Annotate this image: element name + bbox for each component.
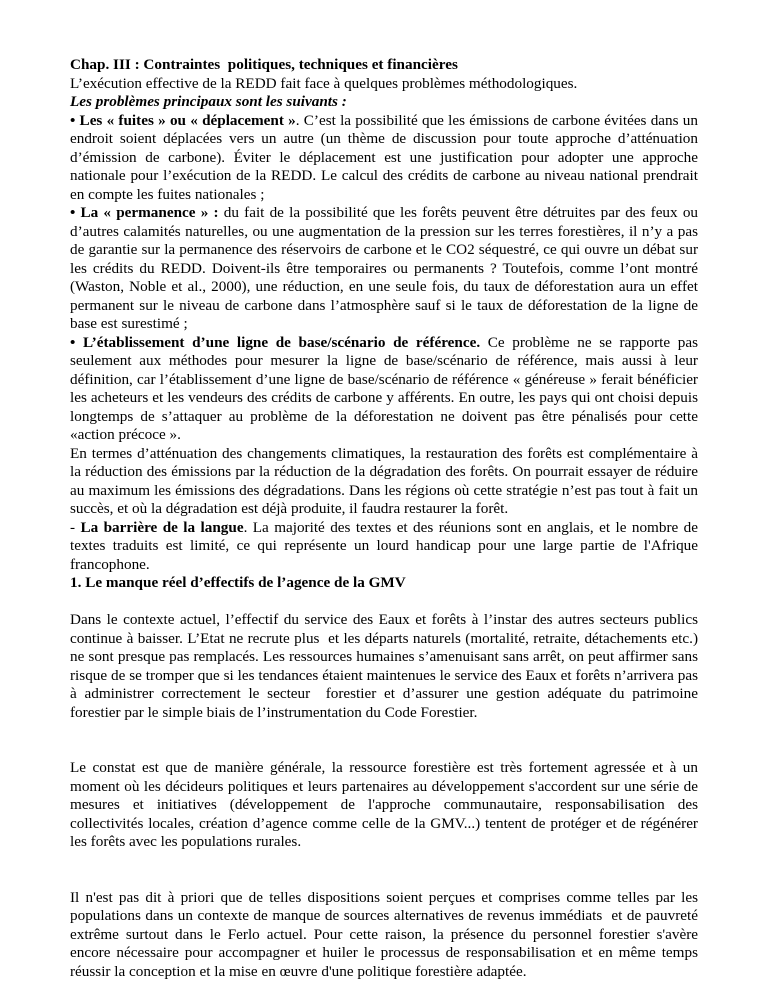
bullet-permanence-body: du fait de la possibilité que les forêts peuvent être détruites par des feux ou d’autres calamités naturelles, ou une augmentation de la pression sur les terres forestières, il n’y a pas de garantie sur la permanence des réservoirs de carbone et le CO2 séquestré, ce qui ouvre un débat sur les crédits du REDD. Doivent-ils être temporaires ou permanents ? Toutefois, comme l’ont montré (Waston, Noble et al., 2000), une réduction, en une seule fois, du taux de déforestation aura un effet permanent sur le niveau de carbone dans l’atmosphère sauf si le taux de déforestation de la ligne de base est surestimé ;	[70, 204, 702, 332]
bullet-item-ligne-de-base	[70, 333, 702, 445]
bullet-permanence-lead: • La « permanence » :	[70, 204, 224, 221]
barriere-body: . La majorité des textes et des réunions sont en anglais, et le nombre de textes traduits est limité, ce qui représente un lourd handicap pour une large partie de l'Afrique francophone.	[70, 518, 702, 573]
paragraph-populations	[70, 888, 702, 982]
chapter-heading	[70, 56, 698, 75]
problems-subheading-text: Les problèmes principaux sont les suivants :	[70, 93, 347, 110]
paragraph-barriere-langue	[70, 518, 702, 575]
bullet-fuites-lead: • Les « fuites » ou « déplacement »	[70, 111, 296, 129]
paragraph-attenuation-text: En termes d’atténuation des changements climatiques, la restauration des forêts est complémentaire à la réduction des émissions par la réduction de la dégradation des forêts. On pourrait essayer de réduire au maximum les émissions des dégradations. Dans les régions où cette stratégie n’est pas tout à fait un succès, et où la dégradation est déjà produite, il faudra restaurer la forêt.	[70, 444, 702, 517]
intro-paragraph	[70, 75, 698, 94]
bullet-ligne-de-base-body: Ce problème ne se rapporte pas seulement aux méthodes pour mesurer la ligne de base/scénario de référence, mais aussi à leur définition, car l’établissement d’une ligne de base/scénario de référence « généreuse » ferait bénéficier les acheteurs et les vendeurs des crédits de carbone y afférents. En outre, les pays qui ont choisi depuis longtemps de s’attaquer au problème de la déforestation ne doivent pas être pénalisés pour cette «action précoce ».	[70, 333, 702, 443]
section-heading-gmv	[70, 574, 698, 593]
paragraph-attenuation	[70, 444, 702, 519]
barriere-lead: La barrière de la langue	[80, 518, 244, 536]
paragraph-constat	[70, 759, 702, 852]
problems-subheading	[70, 93, 698, 112]
bullet-item-permanence	[70, 204, 702, 334]
barriere-dash: -	[70, 518, 81, 536]
paragraph-populations-text: Il n'est pas dit à priori que de telles dispositions soient perçues et comprises comme telles par les populations dans un contexte de manque de sources alternatives de revenus immédiats et de pauvreté extrême surtout dans le Ferlo actuel. Pour cette raison, la présence du personnel forestier s'avère encore nécessaire pour accompagner et huiler le processus de responsabilisation et en même temps réussir la conception et la mise en œuvre d'une politique forestière adaptée.	[70, 888, 702, 980]
bullet-item-fuites	[70, 111, 702, 205]
paragraph-contexte-text: Dans le contexte actuel, l’effectif du service des Eaux et forêts à l’instar des autres secteurs publics continue à baisser. L’Etat ne recrute plus et les départs naturels (mortalité, retraite, détachements etc.) ne sont presque pas remplacés. Les ressources humaines s’amenuisant sans arrêt, on peut affirmer sans risque de se tromper que si les tendances étaient maintenues le service des Eaux et forêts n’arrivera pas à administrer correctement le secteur forestier et d’assurer une gestion adéquate du patrimoine forestier par le simple biais de l’instrumentation du Code Forestier.	[70, 611, 702, 721]
bullet-ligne-de-base-lead: • L’établissement d’une ligne de base/scénario de référence.	[70, 333, 481, 351]
bullet-fuites-body: . C’est la possibilité que les émissions de carbone évitées dans un endroit soient déplacées vers un autre (un thème de discussion pour toute approche d’atténuation d’émission de carbone). Éviter le déplacement est une justification pour adopter une approche nationale pour l’exécution de la REDD. Le calcul des crédits de carbone au niveau national prendrait en compte les fuites nationales ;	[70, 111, 702, 203]
paragraph-constat-text: Le constat est que de manière générale, la ressource forestière est très fortement agressée et à un moment où les décideurs politiques et leurs partenaires au développement s'accordent sur une série de mesures et initiatives (développement de l'approche communautaire, responsabilisation des collectivités locales, création d’agence comme celle de la GMV...) tentent de protéger et de régénérer les forêts avec les populations rurales.	[70, 759, 702, 850]
chapter-heading-text: Chap. III : Contraintes politiques, techniques et financières	[70, 56, 458, 73]
section-heading-gmv-text: 1. Le manque réel d’effectifs de l’agence de la GMV	[70, 574, 406, 591]
intro-text: L’exécution effective de la REDD fait face à quelques problèmes méthodologiques.	[70, 74, 578, 92]
paragraph-contexte	[70, 611, 702, 722]
